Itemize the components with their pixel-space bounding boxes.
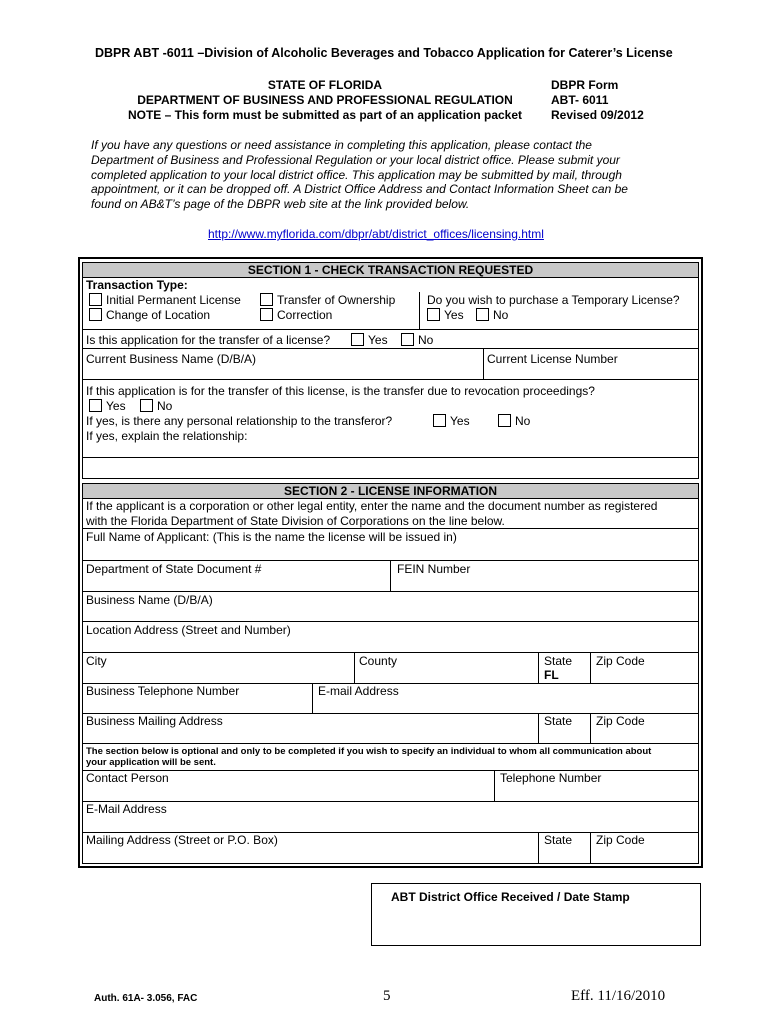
relationship-no-option[interactable] — [498, 414, 530, 428]
checkbox[interactable] — [89, 399, 102, 412]
explain-relationship-field[interactable] — [82, 458, 699, 479]
form-title: DBPR ABT -6011 –Division of Alcoholic Beverages and Tobacco Application for Caterer’s License — [95, 46, 673, 60]
state-name: STATE OF FLORIDA — [267, 78, 383, 92]
temp-no-option[interactable] — [476, 308, 508, 322]
divider — [483, 348, 484, 379]
revocation-row — [82, 380, 699, 458]
option-label: No — [157, 399, 173, 413]
dos-document-field[interactable]: Department of State Document # — [86, 562, 262, 576]
explain-relationship-label: If yes, explain the relationship: — [86, 429, 248, 443]
checkbox[interactable] — [260, 293, 273, 306]
optional-note-row — [82, 744, 699, 771]
full-name-field[interactable] — [82, 529, 699, 561]
option-label: Correction — [277, 308, 333, 322]
form-number: ABT- 6011 — [551, 93, 609, 107]
form-info — [551, 78, 644, 123]
packet-note: NOTE – This form must be submitted as part of an application packet — [127, 108, 523, 122]
option-label: Initial Permanent License — [106, 293, 241, 307]
divider — [312, 684, 313, 713]
field-label: Full Name of Applicant: (This is the name the license will be issued in) — [86, 530, 457, 544]
contact-row — [82, 771, 699, 802]
date-stamp-box — [371, 883, 701, 946]
transfer-yes-option[interactable] — [351, 333, 388, 347]
temp-yes-option[interactable] — [427, 308, 464, 322]
divider — [419, 292, 420, 329]
header-block — [110, 78, 540, 123]
option-label: Yes — [444, 308, 464, 322]
option-label: No — [515, 414, 531, 428]
zip-field[interactable]: Zip Code — [596, 714, 645, 728]
authority-citation: Auth. 61A- 3.056, FAC — [94, 993, 198, 1004]
checkbox[interactable] — [498, 414, 511, 427]
location-address-field[interactable] — [82, 622, 699, 653]
form-label: DBPR Form — [551, 78, 619, 92]
checkbox[interactable] — [351, 333, 364, 346]
divider — [538, 833, 539, 863]
field-label: Business Name (D/B/A) — [86, 593, 213, 607]
business-mailing-field[interactable]: Business Mailing Address — [86, 714, 223, 728]
revocation-no-option[interactable] — [140, 399, 172, 413]
contact-email-field[interactable] — [82, 802, 699, 833]
transaction-type-label: Transaction Type: — [86, 278, 188, 292]
correction-option[interactable] — [260, 308, 332, 322]
contact-person-field[interactable]: Contact Person — [86, 771, 169, 785]
fein-field[interactable]: FEIN Number — [397, 562, 471, 576]
checkbox[interactable] — [401, 333, 414, 346]
intro-line: Department of Business and Professional Regulation or your local district office. Please submit your — [91, 152, 620, 167]
option-label: Change of Location — [106, 308, 211, 322]
checkbox[interactable] — [260, 308, 273, 321]
city-county-row — [82, 653, 699, 684]
telephone-field[interactable]: Telephone Number — [500, 771, 602, 785]
divider — [494, 771, 495, 801]
contact-mailing-row — [82, 833, 699, 864]
instruction-line: If the applicant is a corporation or other legal entity, enter the name and the document number as registered — [86, 499, 658, 513]
option-label: Yes — [450, 414, 470, 428]
optional-note-line: The section below is optional and only to be completed if you wish to specify an individual to whom all communication about — [86, 746, 652, 757]
state-field[interactable]: State — [544, 833, 573, 847]
intro-line: completed application to your local district office. This application may be submitted by mail, through — [91, 167, 622, 182]
option-label: Transfer of Ownership — [277, 293, 396, 307]
option-label: Yes — [106, 399, 126, 413]
transfer-row — [82, 330, 699, 380]
revocation-yes-option[interactable] — [89, 399, 126, 413]
transfer-question: Is this application for the transfer of a license? — [86, 333, 331, 347]
option-label: No — [493, 308, 509, 322]
transaction-type-row — [82, 278, 699, 330]
divider — [354, 653, 355, 683]
checkbox[interactable] — [476, 308, 489, 321]
option-label: Yes — [368, 333, 388, 347]
date-stamp-label: ABT District Office Received / Date Stamp — [391, 890, 630, 904]
section2-header: SECTION 2 - LICENSE INFORMATION — [82, 483, 699, 499]
optional-note-line: your application will be sent. — [86, 757, 216, 768]
district-offices-link[interactable]: http://www.myflorida.com/dbpr/abt/district_offices/licensing.html — [208, 227, 544, 241]
option-label: No — [418, 333, 434, 347]
mailing-address-row — [82, 714, 699, 744]
current-license-field[interactable]: Current License Number — [487, 352, 618, 366]
city-field[interactable]: City — [86, 654, 107, 668]
revocation-question: If this application is for the transfer of this license, is the transfer due to revocation proceedings? — [86, 384, 595, 398]
field-label: E-Mail Address — [86, 802, 167, 816]
transfer-ownership-option[interactable] — [260, 293, 395, 307]
section1-header: SECTION 1 - CHECK TRANSACTION REQUESTED — [82, 262, 699, 278]
dos-fein-row — [82, 561, 699, 592]
revised-date: Revised 09/2012 — [551, 108, 644, 122]
state-field[interactable]: State — [544, 714, 573, 728]
state-value: FL — [544, 668, 559, 682]
relationship-yes-option[interactable] — [433, 414, 470, 428]
change-location-option[interactable] — [89, 308, 210, 322]
field-label: Location Address (Street and Number) — [86, 623, 291, 637]
divider — [590, 653, 591, 683]
business-phone-field[interactable]: Business Telephone Number — [86, 684, 240, 698]
effective-date: Eff. 11/16/2010 — [571, 988, 666, 1004]
intro-line: found on AB&T’s page of the DBPR web site at the link provided below. — [91, 197, 470, 212]
divider — [390, 561, 391, 591]
divider — [590, 833, 591, 863]
checkbox[interactable] — [89, 308, 102, 321]
checkbox[interactable] — [140, 399, 153, 412]
state-field[interactable]: State — [544, 654, 573, 668]
zip-field[interactable]: Zip Code — [596, 833, 645, 847]
page-number: 5 — [383, 988, 391, 1004]
transfer-no-option[interactable] — [401, 333, 433, 347]
instruction-line: with the Florida Department of State Division of Corporations on the line below. — [86, 514, 505, 528]
divider — [590, 714, 591, 743]
intro-line: appointment, or it can be dropped off. A District Office Address and Contact Information Sheet can be — [91, 182, 628, 197]
county-field[interactable]: County — [359, 654, 398, 668]
relationship-question: If yes, is there any personal relationship to the transferor? — [86, 414, 393, 428]
applicant-instruction-row — [82, 499, 699, 529]
divider — [538, 653, 539, 683]
checkbox[interactable] — [89, 293, 102, 306]
divider — [538, 714, 539, 743]
initial-permanent-option[interactable] — [89, 293, 241, 307]
intro-text — [91, 138, 671, 212]
email-field[interactable]: E-mail Address — [318, 684, 399, 698]
phone-email-row — [82, 684, 699, 714]
mailing-street-field[interactable]: Mailing Address (Street or P.O. Box) — [86, 833, 278, 847]
checkbox[interactable] — [433, 414, 446, 427]
zip-field[interactable]: Zip Code — [596, 654, 645, 668]
current-business-field[interactable]: Current Business Name (D/B/A) — [86, 352, 257, 366]
checkbox[interactable] — [427, 308, 440, 321]
intro-line: If you have any questions or need assistance in completing this application, please contact the — [91, 138, 592, 152]
department-name: DEPARTMENT OF BUSINESS AND PROFESSIONAL REGULATION — [137, 93, 513, 107]
temp-license-question: Do you wish to purchase a Temporary License? — [427, 293, 680, 307]
business-name-field[interactable] — [82, 592, 699, 622]
